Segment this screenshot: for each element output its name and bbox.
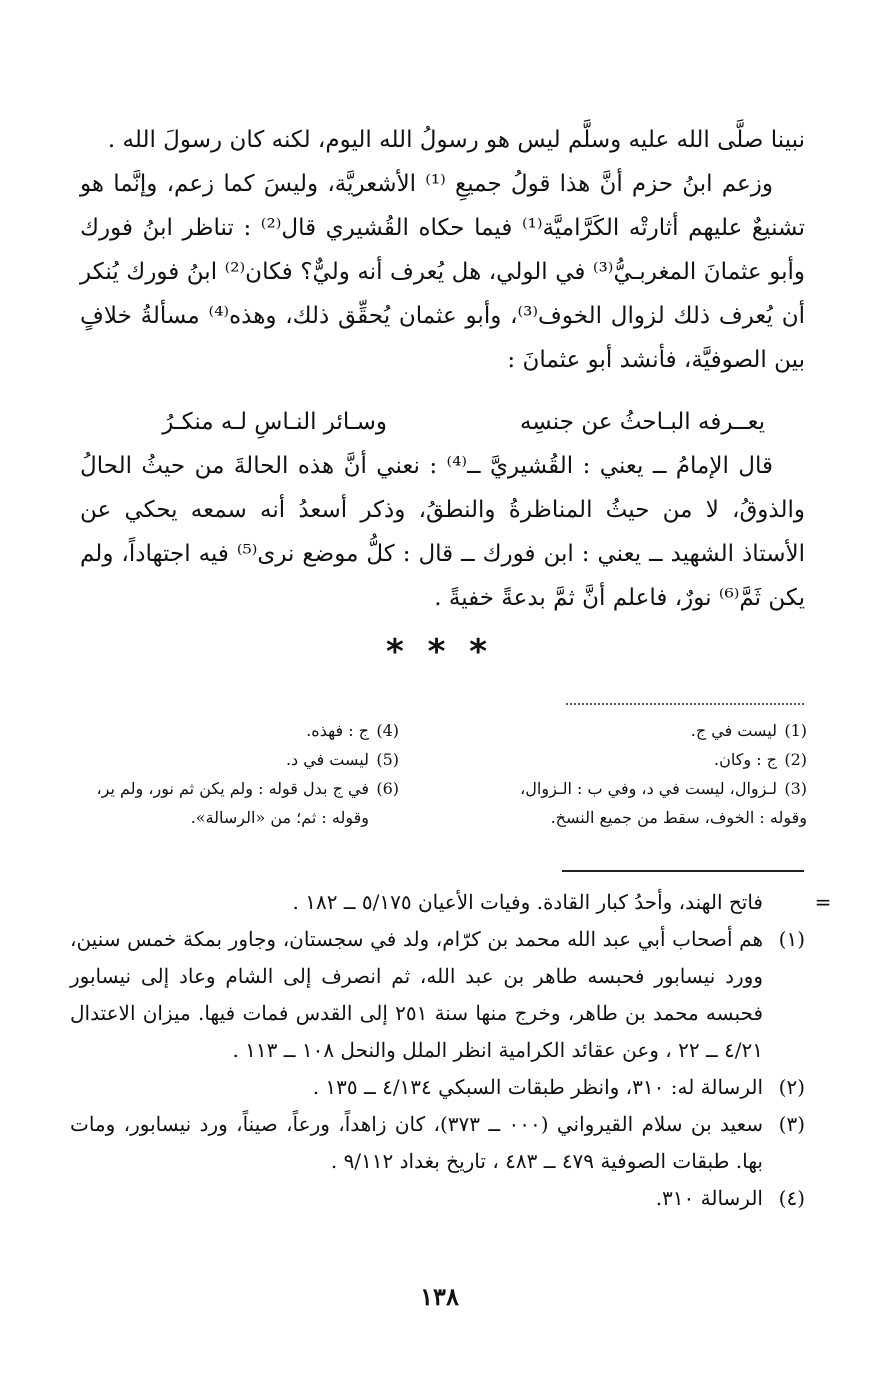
variant-note: (4)ج : فهذه. <box>306 721 399 740</box>
footnote <box>70 1180 805 1217</box>
variant-note-continuation: وقوله : ثم؛ من «الرسالة». <box>190 808 369 827</box>
footnote-text: سعيد بن سلام القيرواني (٠٠٠ ــ ٣٧٣)، كان زاهداً، ورعاً، صيناً، ورد نيسابور، ومات بها. طبقات الصوفية ٤٧٩ ــ ٤٨٣ ، تاريخ بغداد ٩/١١٢ . <box>70 1112 763 1173</box>
variant-note: (5)ليست في د. <box>285 750 399 769</box>
dotted-divider <box>566 703 804 705</box>
variant-notes-right-column <box>432 716 807 832</box>
footnote-number: (٢) <box>778 1075 805 1099</box>
paragraph: وزعم ابنُ حزم أنَّ هذا قولُ جميعِ ⁽¹⁾ الأشعريَّة، وليسَ كما زعم، وإنَّما هو تشنيعٌ عليهم أثارتْه الكَرَّاميَّة⁽¹⁾ فيما حكاه القُشيري قال⁽²⁾ : تناظر ابنُ فورك وأبو عثمانَ المغربـيُّ⁽³⁾ في الولي، هل يُعرف أنه وليٌّ؟ فكان⁽²⁾ ابنُ فورك يُنكر أن يُعرف ذلك لزوال الخوف⁽³⁾، وأبو عثمان يُحقِّق ذلك، وهذه⁽⁴⁾ مسألةُ خلافٍ بين الصوفيَّة، فأنشد أبو عثمانَ : <box>80 171 805 373</box>
variant-note-continuation: وقوله : الخوف، سقط من جميع النسخ. <box>550 808 807 827</box>
main-text-continued <box>80 444 805 620</box>
footnote <box>70 921 805 1069</box>
verse-first-hemistich: يعــرفه البـاحثُ عن جنسِه <box>519 409 765 435</box>
variant-note: (2)ج : وكان. <box>714 750 807 769</box>
paragraph: نبينا صلَّى الله عليه وسلَّم ليس هو رسولُ الله اليوم، لكنه كان رسولَ الله . <box>107 127 805 153</box>
continuation-mark: = <box>814 890 832 914</box>
footnote-text: الرسالة ٣١٠. <box>655 1186 763 1210</box>
footnote-carry-over: = فاتح الهند، وأحدُ كبار القادة. وفيات الأعيان ٥/١٧٥ ــ ١٨٢ . <box>70 884 805 921</box>
variant-note: (1)ليست في ج. <box>690 721 807 740</box>
footnote-number: (١) <box>778 927 805 951</box>
footnote <box>70 1106 805 1180</box>
footnote-number: (٣) <box>778 1112 805 1136</box>
footnote <box>70 1069 805 1106</box>
main-text <box>80 118 805 382</box>
footnote-number: (٤) <box>778 1186 805 1210</box>
variant-notes-left-column <box>49 716 399 832</box>
paragraph: قال الإمامُ ــ يعني : القُشيريَّ ــ⁽⁴⁾ : نعني أنَّ هذه الحالةَ من حيثُ الحالُ والذوقُ، لا من حيثُ المناظرةُ والنطقُ، وذكر أسعدُ أنه سمعه يحكي عن الأستاذ الشهيد ــ يعني : ابن فورك ــ قال : كلُّ موضع نرى⁽⁵⁾ فيه اجتهاداً، ولم يكن ثَمَّ⁽⁶⁾ نورٌ، فاعلم أنَّ ثمَّ بدعةً خفيةً . <box>80 453 805 611</box>
footnote-rule <box>562 870 804 872</box>
footnote-text: هم أصحاب أبي عبد الله محمد بن كرّام، ولد في سجستان، وجاور بمكة خمس سنين، وورد نيسابور فحبسه طاهر بن عبد الله، ثم انصرف إلى الشام وعاد إلى نيسابور فحبسه محمد بن طاهر، وخرج منها سنة ٢٥١ إلى القدس فمات فيها. ميزان الاعتدال ٤/٢١ ــ ٢٢ ، وعن عقائد الكرامية انظر الملل والنحل ١٠٨ ــ ١١٣ . <box>70 927 764 1062</box>
verse-second-hemistich: وسـائر النـاسِ لـه منكـرُ <box>162 409 387 435</box>
variant-note: (3)لـزوال، ليست في د، وفي ب : الـزوال، <box>520 779 807 798</box>
section-separator: * * * <box>385 632 493 672</box>
verse-line <box>80 400 805 444</box>
footnote-text: الرسالة له: ٣١٠، وانظر طبقات السبكي ٤/١٣٤ ــ ١٣٥ . <box>312 1075 763 1099</box>
footnotes <box>70 884 832 1217</box>
page-number: ١٣٨ <box>420 1282 459 1311</box>
variant-note: (6)في ج بدل قوله : ولم يكن ثم نور، ولم ير، <box>96 779 399 798</box>
